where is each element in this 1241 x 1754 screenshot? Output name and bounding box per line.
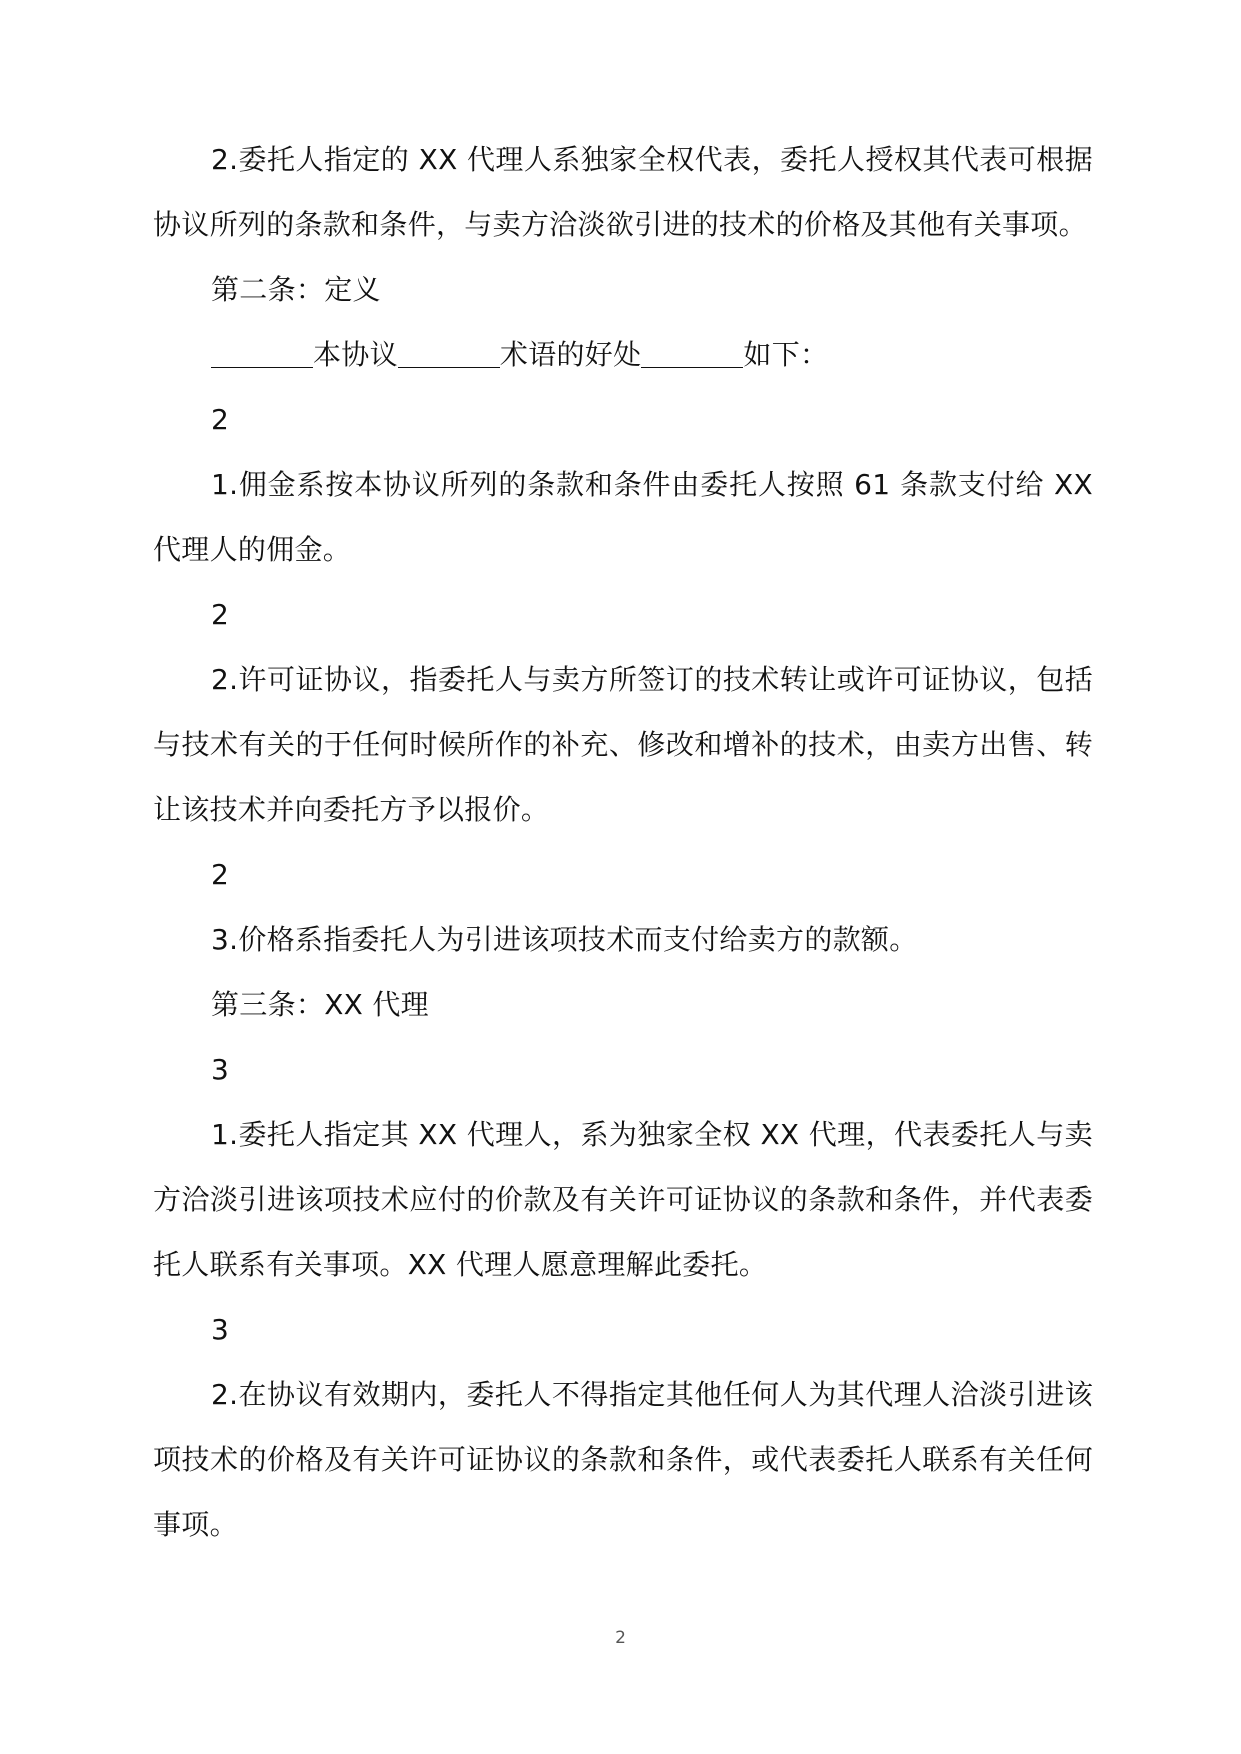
clause-number: 3 <box>211 1053 230 1086</box>
section-heading: 第二条：定义 <box>211 273 381 306</box>
paragraph: 2.委托人指定的 XX 代理人系独家全权代表，委托人授权其代表可根据协议所列的条款和条件，与卖方洽淡欲引进的技术的价格及其他有关事项。 <box>153 143 1093 241</box>
definition-text-2: 术语的好处 <box>499 338 642 371</box>
definition-text-1: 本协议 <box>313 338 398 371</box>
paragraph: 2.许可证协议，指委托人与卖方所签订的技术转让或许可证协议，包括与技术有关的于任何时候所作的补充、修改和增补的技术，由卖方出售、转让该技术并向委托方予以报价。 <box>153 663 1093 826</box>
clause-number: 2 <box>211 403 230 436</box>
clause-number: 3 <box>211 1313 230 1346</box>
clause-number: 2 <box>211 598 230 631</box>
definition-text-3: 如下： <box>743 338 829 371</box>
paragraph: 3.价格系指委托人为引进该项技术而支付给卖方的款额。 <box>211 923 918 956</box>
paragraph: 1.佣金系按本协议所列的条款和条件由委托人按照 61 条款支付给 XX 代理人的佣金。 <box>153 468 1093 566</box>
definition-line <box>153 322 1093 387</box>
clause-number: 2 <box>211 858 230 891</box>
page-number: 2 <box>615 1628 626 1648</box>
blank-underline <box>398 337 500 368</box>
section-heading: 第三条：XX 代理 <box>211 988 429 1021</box>
paragraph: 1.委托人指定其 XX 代理人，系为独家全权 XX 代理，代表委托人与卖方洽淡引进该项技术应付的价款及有关许可证协议的条款和条件，并代表委托人联系有关事项。XX 代理人愿意理解此委托。 <box>153 1118 1093 1281</box>
blank-underline <box>211 337 313 368</box>
paragraph: 2.在协议有效期内，委托人不得指定其他任何人为其代理人洽淡引进该项技术的价格及有关许可证协议的条款和条件，或代表委托人联系有关任何事项。 <box>153 1378 1093 1541</box>
document-body <box>153 127 1093 1557</box>
blank-underline <box>641 337 743 368</box>
